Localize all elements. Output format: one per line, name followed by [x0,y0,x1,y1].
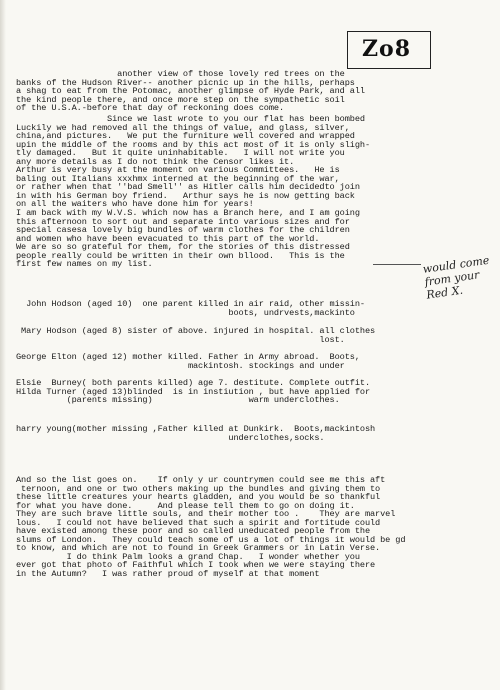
list-entry-john-hodson: John Hodson (aged 10) one parent killed in air raid, other missin- boots, undrvests,mackinto [26,299,365,318]
list-entry-harry-young: harry young(mother missing ,Father killed at Dunkirk. Boots,mackintosh underclothes,socks. [16,424,376,443]
list-entry-mary-hodson: Mary Hodson (aged 8) sister of above. injured in hospital. all clothes lost. [21,326,376,345]
list-entry-burney-turner: Elsie Burney( both parents killed) age 7. destitute. Complete outfit. Hilda Turner (aged 13)blinded is in instiution , but have applied for (parents missing) warm underclothes. [16,378,370,406]
page-number-label: Zo8 [362,36,412,62]
page-edge-shadow [0,0,6,690]
paragraph-closing: And so the list goes on. If only y ur countrymen could see me this aft ternoon, and one or two others making up the bundles and giving them to these little creatures your hearts gladden, and you would be so thankful for what you have done. And please tell them to go on doing it. They are such brave little souls, and their mother too . They are marvel lous. I could not have believed that such a spirit and fortitude could have existed among these poor and so called uneducated people from the slums of London. They could teach some of us a lot of things it would be gd to know, and which are not to found in Greek Grammers or in Latin Verse. I do think Palm looks a grand Chap. I wonder whether you ever got that photo of Faithful which I took when we were staying there in the Autumn? I was rather proud of myself at that moment [16,475,406,580]
paragraph-intro: another view of those lovely red trees on the banks of the Hudson River-- another picnic up in the hills, perhaps a shag to eat from the Potomac, another glimpse of Hyde Park, and all the kind people there, and once more step on the sympathetic soil of the U.S.A.-before that day of reckoning does come. [16,69,365,114]
paragraph-flat-bombed: Since we last wrote to you our flat has been bombed Luckily we had removed all the things of value, and glass, silver, china,and pictures. We put the furniture well covered and wrapped upin the middle of the rooms and by this act most of it is only sligh- tly damaged. But it quite uninhabitable. I will not write you any more details as I do not think the Censor likes it. Arthur is very busy at the moment on various Committees. He is baling out Italians xxxhmx interned at the beginning of the war, or rather when that ''bad Smell'' as Hitler calls him decidedto join in with his German boy friend. Arthur says he is now getting back on all the waiters who have done him for years! I am back with my W.V.S. which now has a Branch here, and I am going this afternoon to sort out and separate into various sizes and for special casesa lovely big bundles of warm clothes for the children and women who have been evacuated to this part of the world. We are so so grateful for them, for the stories of this distressed people really could be written in their own bllood. This is the first few names on my list. [16,114,370,270]
margin-note-pointer [373,264,421,265]
handwritten-margin-note: would come from your Red X. [422,253,491,302]
list-entry-george-elton: George Elton (aged 12) mother killed. Father in Army abroad. Boots, mackintosh. stockings and under [16,352,360,371]
